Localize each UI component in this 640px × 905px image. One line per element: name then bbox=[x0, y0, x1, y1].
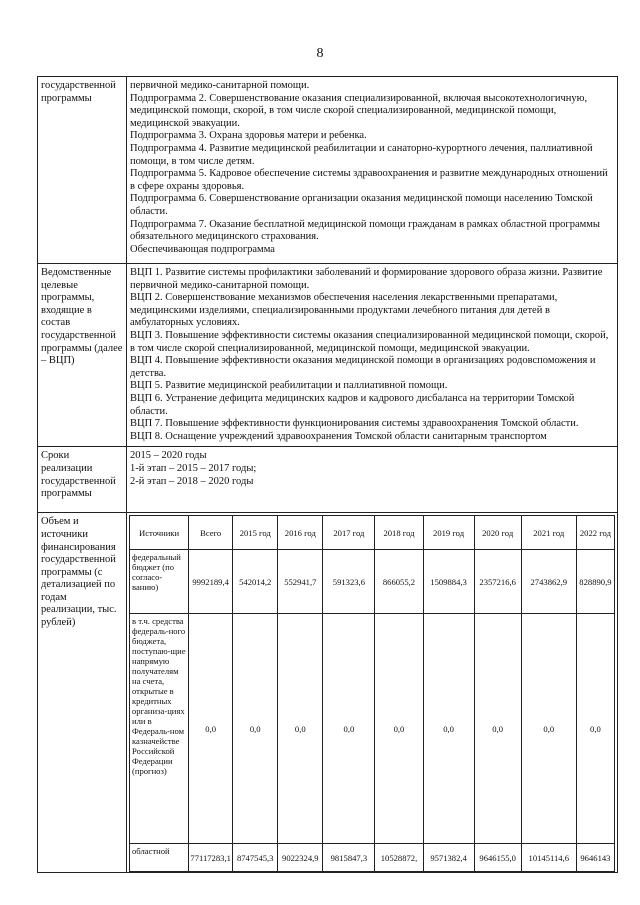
text-line: 2-й этап – 2018 – 2020 годы bbox=[130, 475, 254, 487]
column-header: 2020 год bbox=[474, 516, 521, 550]
table-row bbox=[38, 264, 618, 447]
text-line: Подпрограмма 5. Кадровое обеспечение системы здравоохранения и развитие международных отношений в сфере охраны здоровья. bbox=[130, 168, 608, 192]
text-line: 1-й этап – 2015 – 2017 годы; bbox=[130, 462, 257, 474]
text-line: ВЦП 5. Развитие медицинской реабилитации и паллиативной помощи. bbox=[130, 380, 448, 392]
row-content bbox=[127, 264, 618, 447]
source-cell: областной bbox=[130, 844, 189, 872]
finance-row bbox=[130, 550, 615, 614]
source-cell: федеральный бюджет (по согласо-ванию) bbox=[130, 550, 189, 614]
row-content bbox=[127, 447, 618, 513]
text-line: Подпрограмма 2. Совершенствование оказания специализированной, включая высокотехнологичную, медицинской помощи, скорой, в том числе скорой специализированной, медицинской помощи, медицинской эвакуации. bbox=[130, 92, 588, 129]
finance-row bbox=[130, 844, 615, 872]
value-cell: 0,0 bbox=[278, 614, 323, 844]
column-header: 2018 год bbox=[375, 516, 423, 550]
value-cell: 10528872, bbox=[375, 844, 423, 872]
finance-cell bbox=[127, 513, 618, 873]
text-line: ВЦП 3. Повышение эффективности системы оказания специализированной медицинской помощи, скорой, в том числе скорой специализированной, медицинской помощи, медицинской эвакуации. bbox=[130, 329, 609, 354]
column-header: 2021 год bbox=[521, 516, 576, 550]
text-line: первичной медико-санитарной помощи. bbox=[130, 80, 310, 91]
column-header: Источники bbox=[130, 516, 189, 550]
value-cell: 0,0 bbox=[474, 614, 521, 844]
finance-table bbox=[129, 515, 615, 872]
column-header: 2017 год bbox=[323, 516, 375, 550]
value-cell: 9571382,4 bbox=[423, 844, 474, 872]
value-cell: 591323,6 bbox=[323, 550, 375, 614]
text-line: Подпрограмма 3. Охрана здоровья матери и ребенка. bbox=[130, 130, 367, 142]
value-cell: 9646155,0 bbox=[474, 844, 521, 872]
value-cell: 2743862,9 bbox=[521, 550, 576, 614]
value-cell: 0,0 bbox=[189, 614, 233, 844]
finance-header-row bbox=[130, 516, 615, 550]
column-header: 2019 год bbox=[423, 516, 474, 550]
table-row bbox=[38, 513, 618, 873]
text-line: ВЦП 2. Совершенствование механизмов обеспечения населения лекарственными препаратами, медицинскими изделиями, специализированными продуктами лечебного питания для детей в амбулаторных условиях. bbox=[130, 292, 558, 329]
text-line: Подпрограмма 7. Оказание бесплатной медицинской помощи гражданам в рамках областной программы обязательного медицинского страхования. bbox=[130, 218, 600, 243]
column-header: 2015 год bbox=[233, 516, 278, 550]
text-line: Обеспечивающая подпрограмма bbox=[130, 243, 275, 255]
value-cell: 0,0 bbox=[323, 614, 375, 844]
text-line: ВЦП 1. Развитие системы профилактики заболеваний и формирование здорового образа жизни. Развитие первичной медико-санитарной помощи. bbox=[130, 267, 603, 291]
value-cell: 542014,2 bbox=[233, 550, 278, 614]
row-label: Сроки реализации государственной программы bbox=[38, 447, 127, 513]
value-cell: 10145114,6 bbox=[521, 844, 576, 872]
value-cell: 0,0 bbox=[233, 614, 278, 844]
value-cell: 828890,9 bbox=[576, 550, 614, 614]
value-cell: 552941,7 bbox=[278, 550, 323, 614]
text-line: ВЦП 8. Оснащение учреждений здравоохранения Томской области санитарным транспортом bbox=[130, 430, 547, 442]
text-line: ВЦП 4. Повышение эффективности оказания медицинской помощи в организациях родовспоможения и детства. bbox=[130, 355, 596, 379]
page-number: 8 bbox=[316, 46, 324, 61]
text-line: ВЦП 6. Устранение дефицита медицинских кадров и кадрового дисбаланса на территории Томской области. bbox=[130, 392, 575, 417]
table-row bbox=[38, 77, 618, 264]
value-cell: 9022324,9 bbox=[278, 844, 323, 872]
value-cell: 9815847,3 bbox=[323, 844, 375, 872]
text-line: 2015 – 2020 годы bbox=[130, 450, 207, 462]
row-label: государственной программы bbox=[38, 77, 127, 264]
value-cell: 0,0 bbox=[576, 614, 614, 844]
source-cell: в т.ч. средства федераль-ного бюджета, поступаю-щие напрямую получателям на счета, открытые в кредитных организа-циях или в Федераль-ном казначействе Российской Федерации (прогноз) bbox=[130, 614, 189, 844]
value-cell: 9992189,4 bbox=[189, 550, 233, 614]
value-cell: 0,0 bbox=[423, 614, 474, 844]
value-cell: 77117283,1 bbox=[189, 844, 233, 872]
finance-row bbox=[130, 614, 615, 844]
text-line: Подпрограмма 4. Развитие медицинской реабилитации и санаторно-курортного лечения, паллиативной помощи, в том числе детям. bbox=[130, 142, 593, 167]
value-cell: 0,0 bbox=[375, 614, 423, 844]
value-cell: 0,0 bbox=[521, 614, 576, 844]
value-cell: 2357216,6 bbox=[474, 550, 521, 614]
row-content bbox=[127, 77, 618, 264]
column-header: 2016 год bbox=[278, 516, 323, 550]
column-header: Всего bbox=[189, 516, 233, 550]
value-cell: 8747545,3 bbox=[233, 844, 278, 872]
value-cell: 866055,2 bbox=[375, 550, 423, 614]
program-passport-table bbox=[37, 76, 618, 873]
value-cell: 9646143 bbox=[576, 844, 614, 872]
text-line: ВЦП 7. Повышение эффективности функционирования системы здравоохранения Томской области. bbox=[130, 418, 579, 430]
column-header: 2022 год bbox=[576, 516, 614, 550]
row-label: Объем и источники финансирования государственной программы (с детализацией по годам реализации, тыс. рублей) bbox=[38, 513, 127, 873]
table-row bbox=[38, 447, 618, 513]
value-cell: 1509884,3 bbox=[423, 550, 474, 614]
text-line: Подпрограмма 6. Совершенствование организации оказания медицинской помощи населению Томской области. bbox=[130, 193, 593, 217]
row-label: Ведомственные целевые программы, входящие в состав государственной программы (далее – ВЦП) bbox=[38, 264, 127, 447]
